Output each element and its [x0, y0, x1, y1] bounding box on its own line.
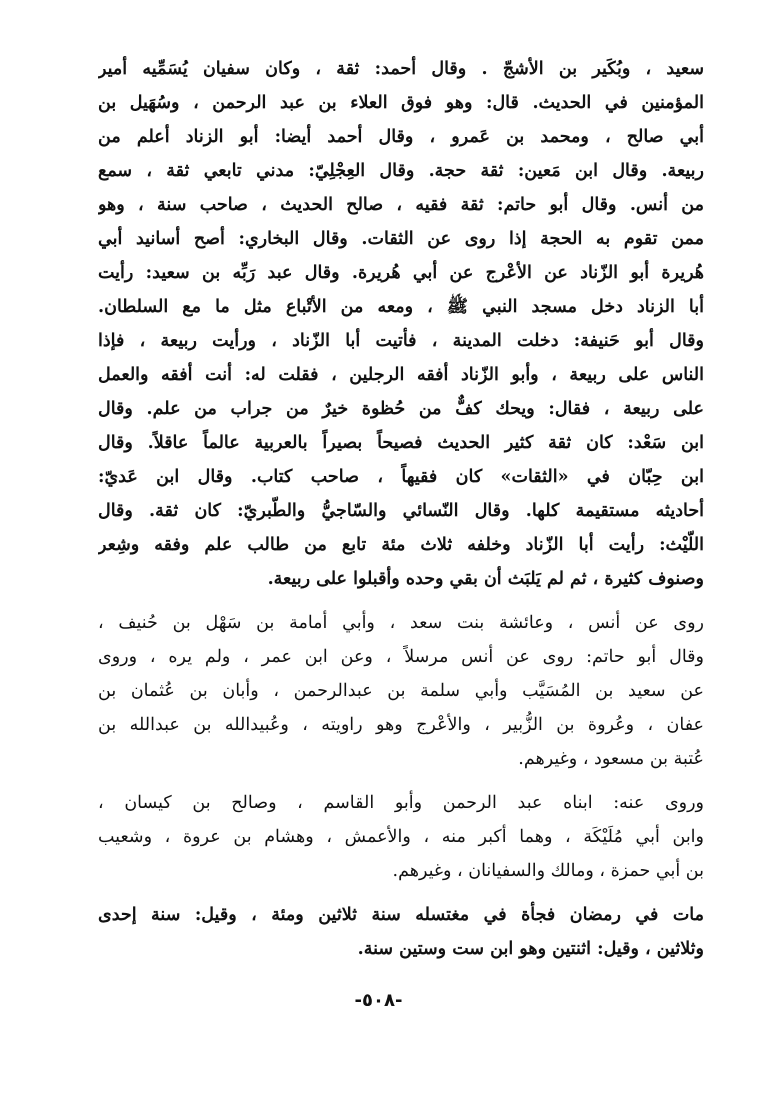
page-body: [98, 52, 704, 966]
text-line: من أنس. وقال أبو حاتم: ثقة فقيه ، صالح الحديث ، صاحب سنة ، وهو: [98, 195, 704, 215]
paragraph-gap: [98, 776, 704, 786]
text-line: وثلاثين ، وقيل: اثنتين وهو ابن ست وستين سنة.: [357, 939, 704, 959]
text-line: وصنوف كثيرة ، ثم لم يَلبَث أن بقي وحده وأقبلوا على ربيعة.: [267, 569, 704, 589]
text-line: اللّيْث: رأيت أبا الزّناد وخلفه ثلاث مئة تابع من طالب علم وفقه وشِعر: [98, 535, 704, 555]
text-line: عن سعيد بن المُسَيَّب وأبي سلمة بن عبدالرحمن ، وأبان بن عُثمان بن: [98, 681, 704, 701]
text-line: ربيعة. وقال ابن مَعين: ثقة حجة. وقال العِجْلِيّ: مدني تابعي ثقة ، سمع: [98, 161, 704, 181]
text-line: وابن أبي مُلَيْكَة ، وهما أكبر منه ، والأعمش ، وهشام بن عروة ، وشعيب: [98, 827, 704, 847]
paragraph-gap: [98, 888, 704, 898]
text-line: سعيد ، وبُكَير بن الأشجّ . وقال أحمد: ثقة ، وكان سفيان يُسَمِّيه أمير: [98, 59, 704, 79]
paragraph-death: [98, 898, 704, 966]
text-line: بن أبي حمزة ، ومالك والسفيانان ، وغيرهم.: [392, 861, 704, 881]
text-line: ابن سَعْد: كان ثقة كثير الحديث فصيحاً بصيراً بالعربية عالماً عاقلاً. وقال: [98, 433, 704, 453]
text-line: أبا الزناد دخل مسجد النبي ﷺ ، ومعه من الأتْباع مثل ما مع السلطان.: [98, 297, 704, 317]
text-line: أحاديثه مستقيمة كلها. وقال النّسائي والسّاجيُّ والطّبريّ: كان ثقة. وقال: [98, 501, 704, 521]
text-line: ابن حِبّان في «الثقات» كان فقيهاً ، صاحب كتاب. وقال ابن عَديّ:: [98, 467, 704, 487]
paragraph-narrated-by: [98, 786, 704, 888]
page-number: -٥٠٨-: [354, 990, 403, 1011]
paragraph-gap: [98, 596, 704, 606]
text-line: المؤمنين في الحديث. قال: وهو فوق العلاء بن عبد الرحمن ، وسُهَيل بن: [98, 93, 704, 113]
text-line: عُتبة بن مسعود ، وغيرهم.: [518, 749, 704, 769]
text-line: وقال أبو حَنيفة: دخلت المدينة ، فأتيت أبا الزّناد ، ورأيت ربيعة ، فإذا: [98, 331, 704, 351]
text-line: وقال أبو حاتم: روى عن أنس مرسلاً ، وعن ابن عمر ، ولم يره ، وروى: [98, 647, 704, 667]
paragraph-biography: [98, 52, 704, 596]
text-line: عفان ، وعُروة بن الزُّبير ، والأعْرج وهو راويته ، وعُبيدالله بن عبدالله بن: [98, 715, 704, 735]
paragraph-narrated-from: [98, 606, 704, 776]
text-line: وروى عنه: ابناه عبد الرحمن وأبو القاسم ، وصالح بن كيسان ،: [98, 793, 704, 813]
text-line: مات في رمضان فجأة في مغتسله سنة ثلاثين ومئة ، وقيل: سنة إحدى: [98, 905, 704, 925]
text-line: الناس على ربيعة ، وأبو الزّناد أفقه الرجلين ، فقلت له: أنت أفقه والعمل: [98, 365, 704, 385]
text-line: أبي صالح ، ومحمد بن عَمرو ، وقال أحمد أيضا: أبو الزناد أعلم من: [98, 127, 704, 147]
text-line: ممن تقوم به الحجة إذا روى عن الثقات. وقال البخاري: أصح أسانيد أبي: [98, 229, 704, 249]
text-line: روى عن أنس ، وعائشة بنت سعد ، وأبي أمامة بن سَهْل بن حُنيف ،: [98, 613, 704, 633]
text-line: على ربيعة ، فقال: ويحك كفٌّ من حُظوة خيرٌ من جراب من علم. وقال: [98, 399, 704, 419]
text-line: هُريرة أبو الزّناد عن الأعْرج عن أبي هُريرة. وقال عبد رَبِّه بن سعيد: رأيت: [98, 263, 704, 283]
